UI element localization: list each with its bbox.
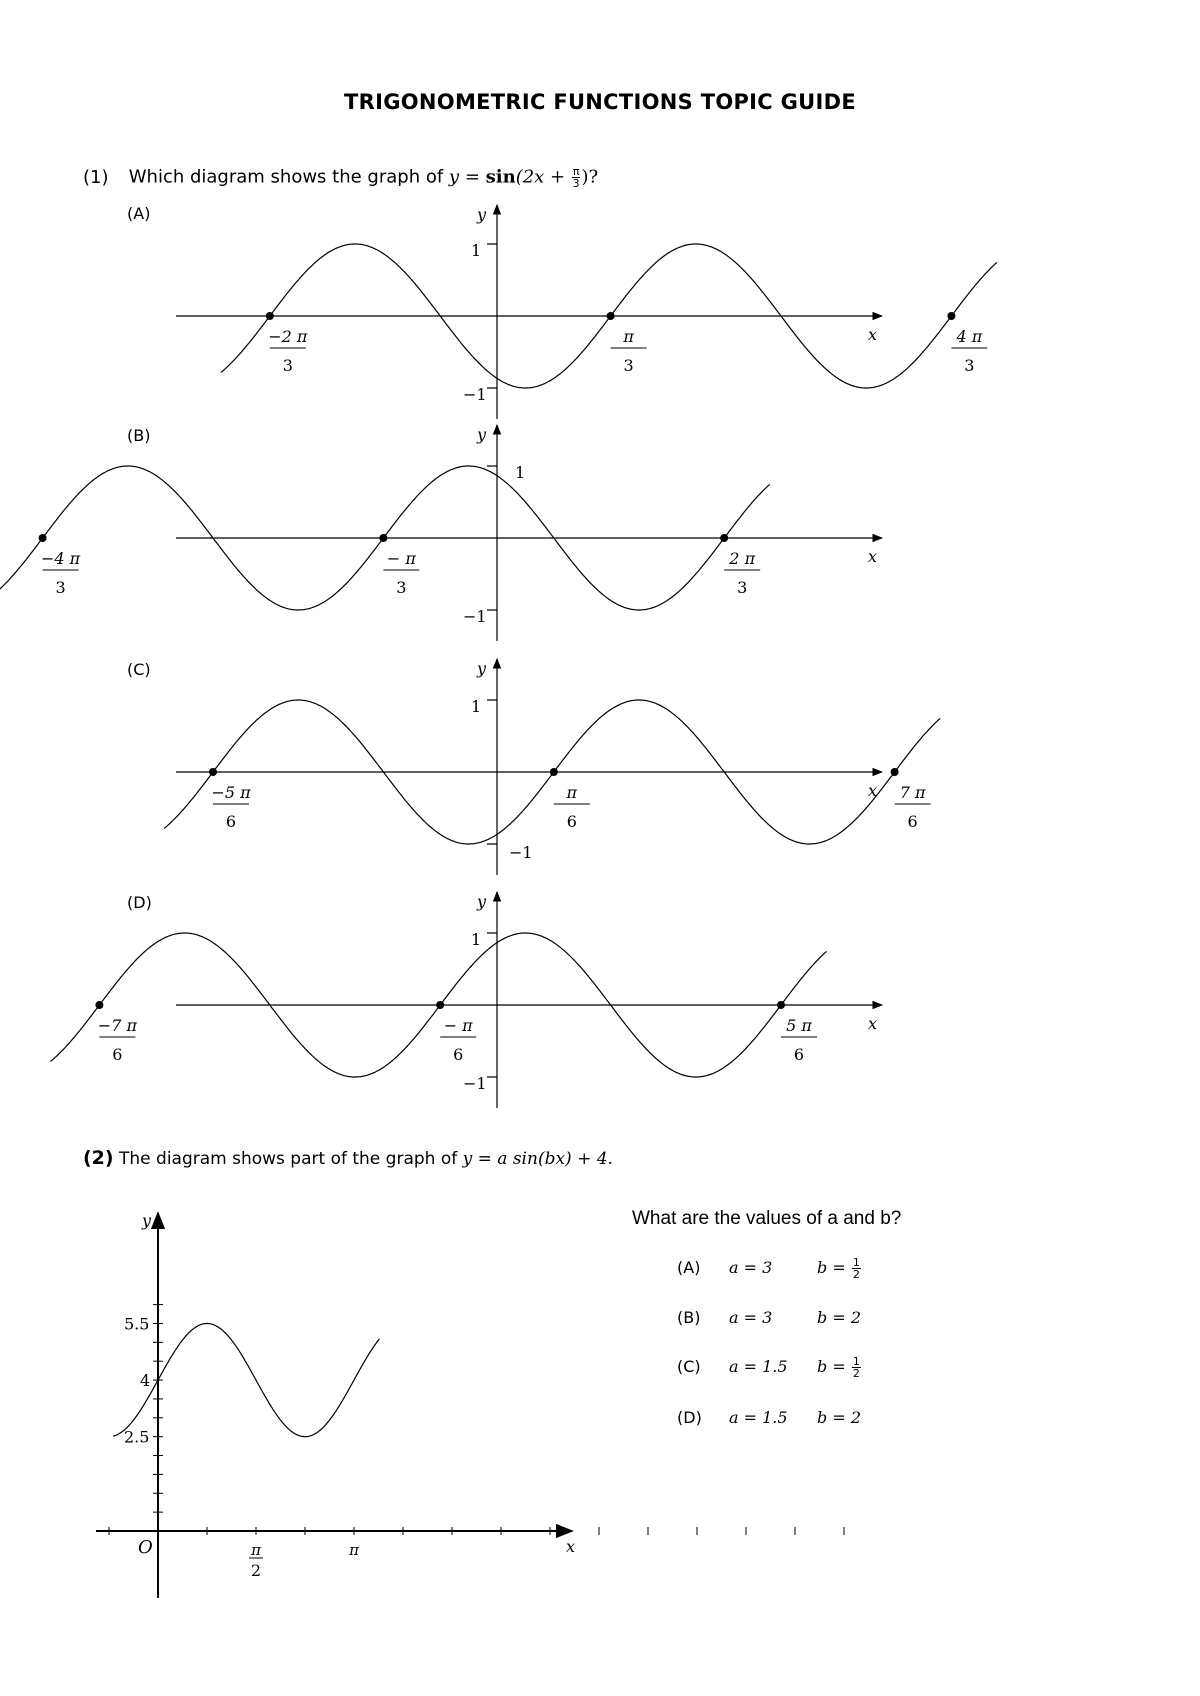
option-b-label: (B) xyxy=(127,426,151,445)
point-label-numerator: π xyxy=(623,327,634,346)
equation-fn: sin xyxy=(485,166,516,188)
point-label-denominator: 6 xyxy=(907,812,918,831)
y-tick-label: 1 xyxy=(471,697,482,716)
page-title: TRIGONOMETRIC FUNCTIONS TOPIC GUIDE xyxy=(344,90,856,114)
option-label: (C) xyxy=(677,1357,701,1376)
y-tick-label: −1 xyxy=(463,385,487,404)
y-tick-label: 1 xyxy=(515,463,526,482)
option-label: (A) xyxy=(677,1258,701,1277)
point-label-denominator: 3 xyxy=(282,356,293,375)
value-b: b = xyxy=(817,1357,851,1376)
value-a: a = 1.5 xyxy=(729,1357,788,1376)
option-label: (B) xyxy=(677,1308,701,1327)
value-b: b = xyxy=(817,1258,851,1277)
equation-end: )? xyxy=(581,166,599,188)
equation: y = a sin(bx) + 4. xyxy=(462,1149,613,1169)
x-axis-label: x xyxy=(868,547,878,566)
question-text: Which diagram shows the graph of xyxy=(128,166,444,188)
x-axis-label: x xyxy=(868,325,878,344)
y-tick-label: −1 xyxy=(509,843,533,862)
y-axis-label: y xyxy=(477,892,487,911)
x-axis-label: x xyxy=(566,1537,576,1556)
question-2-ask: What are the values of a and b? xyxy=(632,1208,902,1229)
point-label-denominator: 3 xyxy=(396,578,407,597)
origin-label: O xyxy=(138,1537,153,1558)
y-axis-label: y xyxy=(477,205,487,224)
value-a: a = 1.5 xyxy=(729,1408,788,1427)
question-text: The diagram shows part of the graph of xyxy=(119,1149,458,1169)
answer-option-d[interactable] xyxy=(677,1408,861,1427)
point-label-denominator: 3 xyxy=(964,356,975,375)
point-label-numerator: 7 π xyxy=(899,783,926,802)
y-tick-label: 1 xyxy=(471,241,482,260)
x-tick-label-denominator: 2 xyxy=(250,1561,262,1580)
point-label-denominator: 6 xyxy=(112,1045,123,1064)
point-label-numerator: −4 π xyxy=(41,549,81,568)
point-label-denominator: 3 xyxy=(737,578,748,597)
y-tick-label: −1 xyxy=(463,1074,487,1093)
answer-option-c[interactable] xyxy=(677,1356,862,1379)
question-number: (2) xyxy=(83,1147,114,1169)
answer-option-b[interactable] xyxy=(677,1308,861,1327)
y-tick-label: −1 xyxy=(463,607,487,626)
point-label-numerator: 5 π xyxy=(786,1016,812,1035)
value-b: b = 2 xyxy=(817,1408,861,1427)
y-axis-label: y xyxy=(477,659,487,678)
x-tick-label: π xyxy=(349,1541,359,1559)
question-number: (1) xyxy=(83,166,109,188)
point-label-numerator: −5 π xyxy=(211,783,251,802)
value-b-fraction: $\frac{1}{2}$ xyxy=(852,1256,860,1281)
point-label-numerator: − π xyxy=(443,1016,473,1035)
point-label-numerator: 2 π xyxy=(729,549,756,568)
point-label-numerator: −2 π xyxy=(268,327,308,346)
y-axis-label: y xyxy=(142,1211,152,1230)
point-label-numerator: π xyxy=(566,783,578,802)
point-label-numerator: 4 π xyxy=(956,327,983,346)
value-b: b = 2 xyxy=(817,1308,861,1327)
equation-fraction: $\frac{\pi}{3}$ xyxy=(572,165,580,190)
y-axis-label: y xyxy=(477,425,487,444)
y-tick-label: 5.5 xyxy=(124,1314,150,1334)
value-a: a = 3 xyxy=(729,1308,773,1327)
x-axis-label: x xyxy=(868,781,878,800)
value-a: a = 3 xyxy=(729,1258,773,1277)
point-label-denominator: 6 xyxy=(225,812,237,831)
option-a-label: (A) xyxy=(127,204,151,223)
point-label-denominator: 3 xyxy=(55,578,66,597)
equation-arg: (2x + xyxy=(515,166,571,188)
point-label-numerator: − π xyxy=(386,549,416,568)
option-c-label: (C) xyxy=(127,660,151,679)
y-tick-label: 2.5 xyxy=(124,1427,150,1447)
point-label-denominator: 6 xyxy=(453,1045,464,1064)
equation-lhs: y = xyxy=(448,166,486,188)
x-tick-label-numerator: π xyxy=(251,1541,261,1559)
y-tick-label: 1 xyxy=(471,930,482,949)
point-label-denominator: 3 xyxy=(623,356,634,375)
point-label-numerator: −7 π xyxy=(97,1016,137,1035)
x-axis-label: x xyxy=(868,1014,878,1033)
option-d-label: (D) xyxy=(127,893,152,912)
answer-option-a[interactable] xyxy=(677,1257,862,1280)
option-label: (D) xyxy=(677,1408,702,1427)
point-label-denominator: 6 xyxy=(566,812,577,831)
point-label-denominator: 6 xyxy=(793,1045,805,1064)
y-tick-label: 4 xyxy=(140,1371,151,1391)
value-b-fraction: $\frac{1}{2}$ xyxy=(852,1355,860,1380)
